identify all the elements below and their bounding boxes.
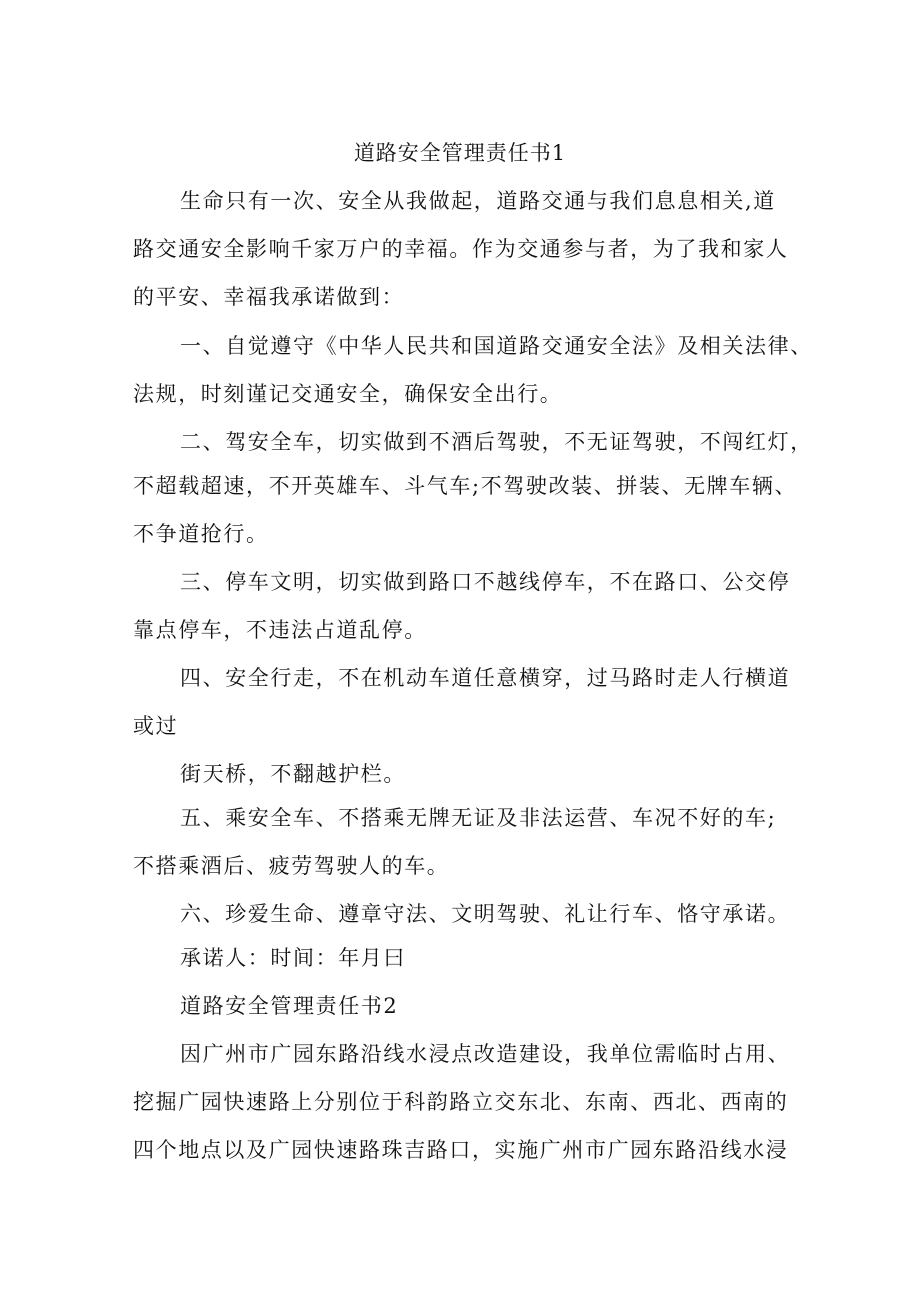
paragraph-line: 二、驾安全车，切实做到不酒后驾驶，不无证驾驶，不闯红灯， [180, 430, 813, 454]
paragraph-line: 法规，时刻谨记交通安全，确保安全出行。 [133, 382, 563, 406]
paragraph-line: 一、自觉遵守《中华人民共和国道路交通安全法》及相关法律、 [180, 334, 813, 358]
paragraph-line: 的平安、幸福我承诺做到： [133, 285, 405, 309]
paragraph-line: 不超载超速，不开英雄车、斗气车;不驾驶改装、拼装、无牌车辆、 [133, 474, 798, 498]
paragraph-line: 街天桥，不翻越护栏。 [180, 762, 406, 786]
paragraph-line: 或过 [133, 714, 179, 738]
paragraph-line: 三、停车文明，切实做到路口不越线停车，不在路口、公交停 [180, 570, 791, 594]
paragraph-line: 靠点停车，不违法占道乱停。 [133, 618, 427, 642]
paragraph-line: 因广州市广园东路沿线水浸点改造建设，我单位需临时占用、 [180, 1042, 791, 1066]
paragraph-line: 路交通安全影响千家万户的幸福。作为交通参与者，为了我和家人 [133, 237, 789, 261]
paragraph-line: 六、珍爱生命、遵章守法、文明驾驶、礼让行车、恪守承诺。 [180, 902, 791, 926]
paragraph-line: 不搭乘酒后、疲劳驾驶人的车。 [133, 854, 450, 878]
paragraph-line: 挖掘广园快速路上分别位于科韵路立交东北、东南、西北、西南的 [133, 1090, 789, 1114]
paragraph-line: 五、乘安全车、不搭乘无牌无证及非法运营、车况不好的车; [180, 806, 777, 830]
document-title-2: 道路安全管理责任书2 [180, 994, 399, 1018]
paragraph-line: 不争道抢行。 [133, 522, 269, 546]
signature-line: 承诺人：时间：年月曰 [180, 946, 406, 970]
paragraph-line: 生命只有一次、安全从我做起，道路交通与我们息息相关,道 [180, 189, 776, 213]
paragraph-line: 四个地点以及广园快速路珠吉路口，实施广州市广园东路沿线水浸 [133, 1138, 789, 1162]
paragraph-line: 四、安全行走，不在机动车道任意横穿，过马路时走人行横道 [180, 666, 791, 690]
document-title-1: 道路安全管理责任书1 [353, 141, 567, 165]
